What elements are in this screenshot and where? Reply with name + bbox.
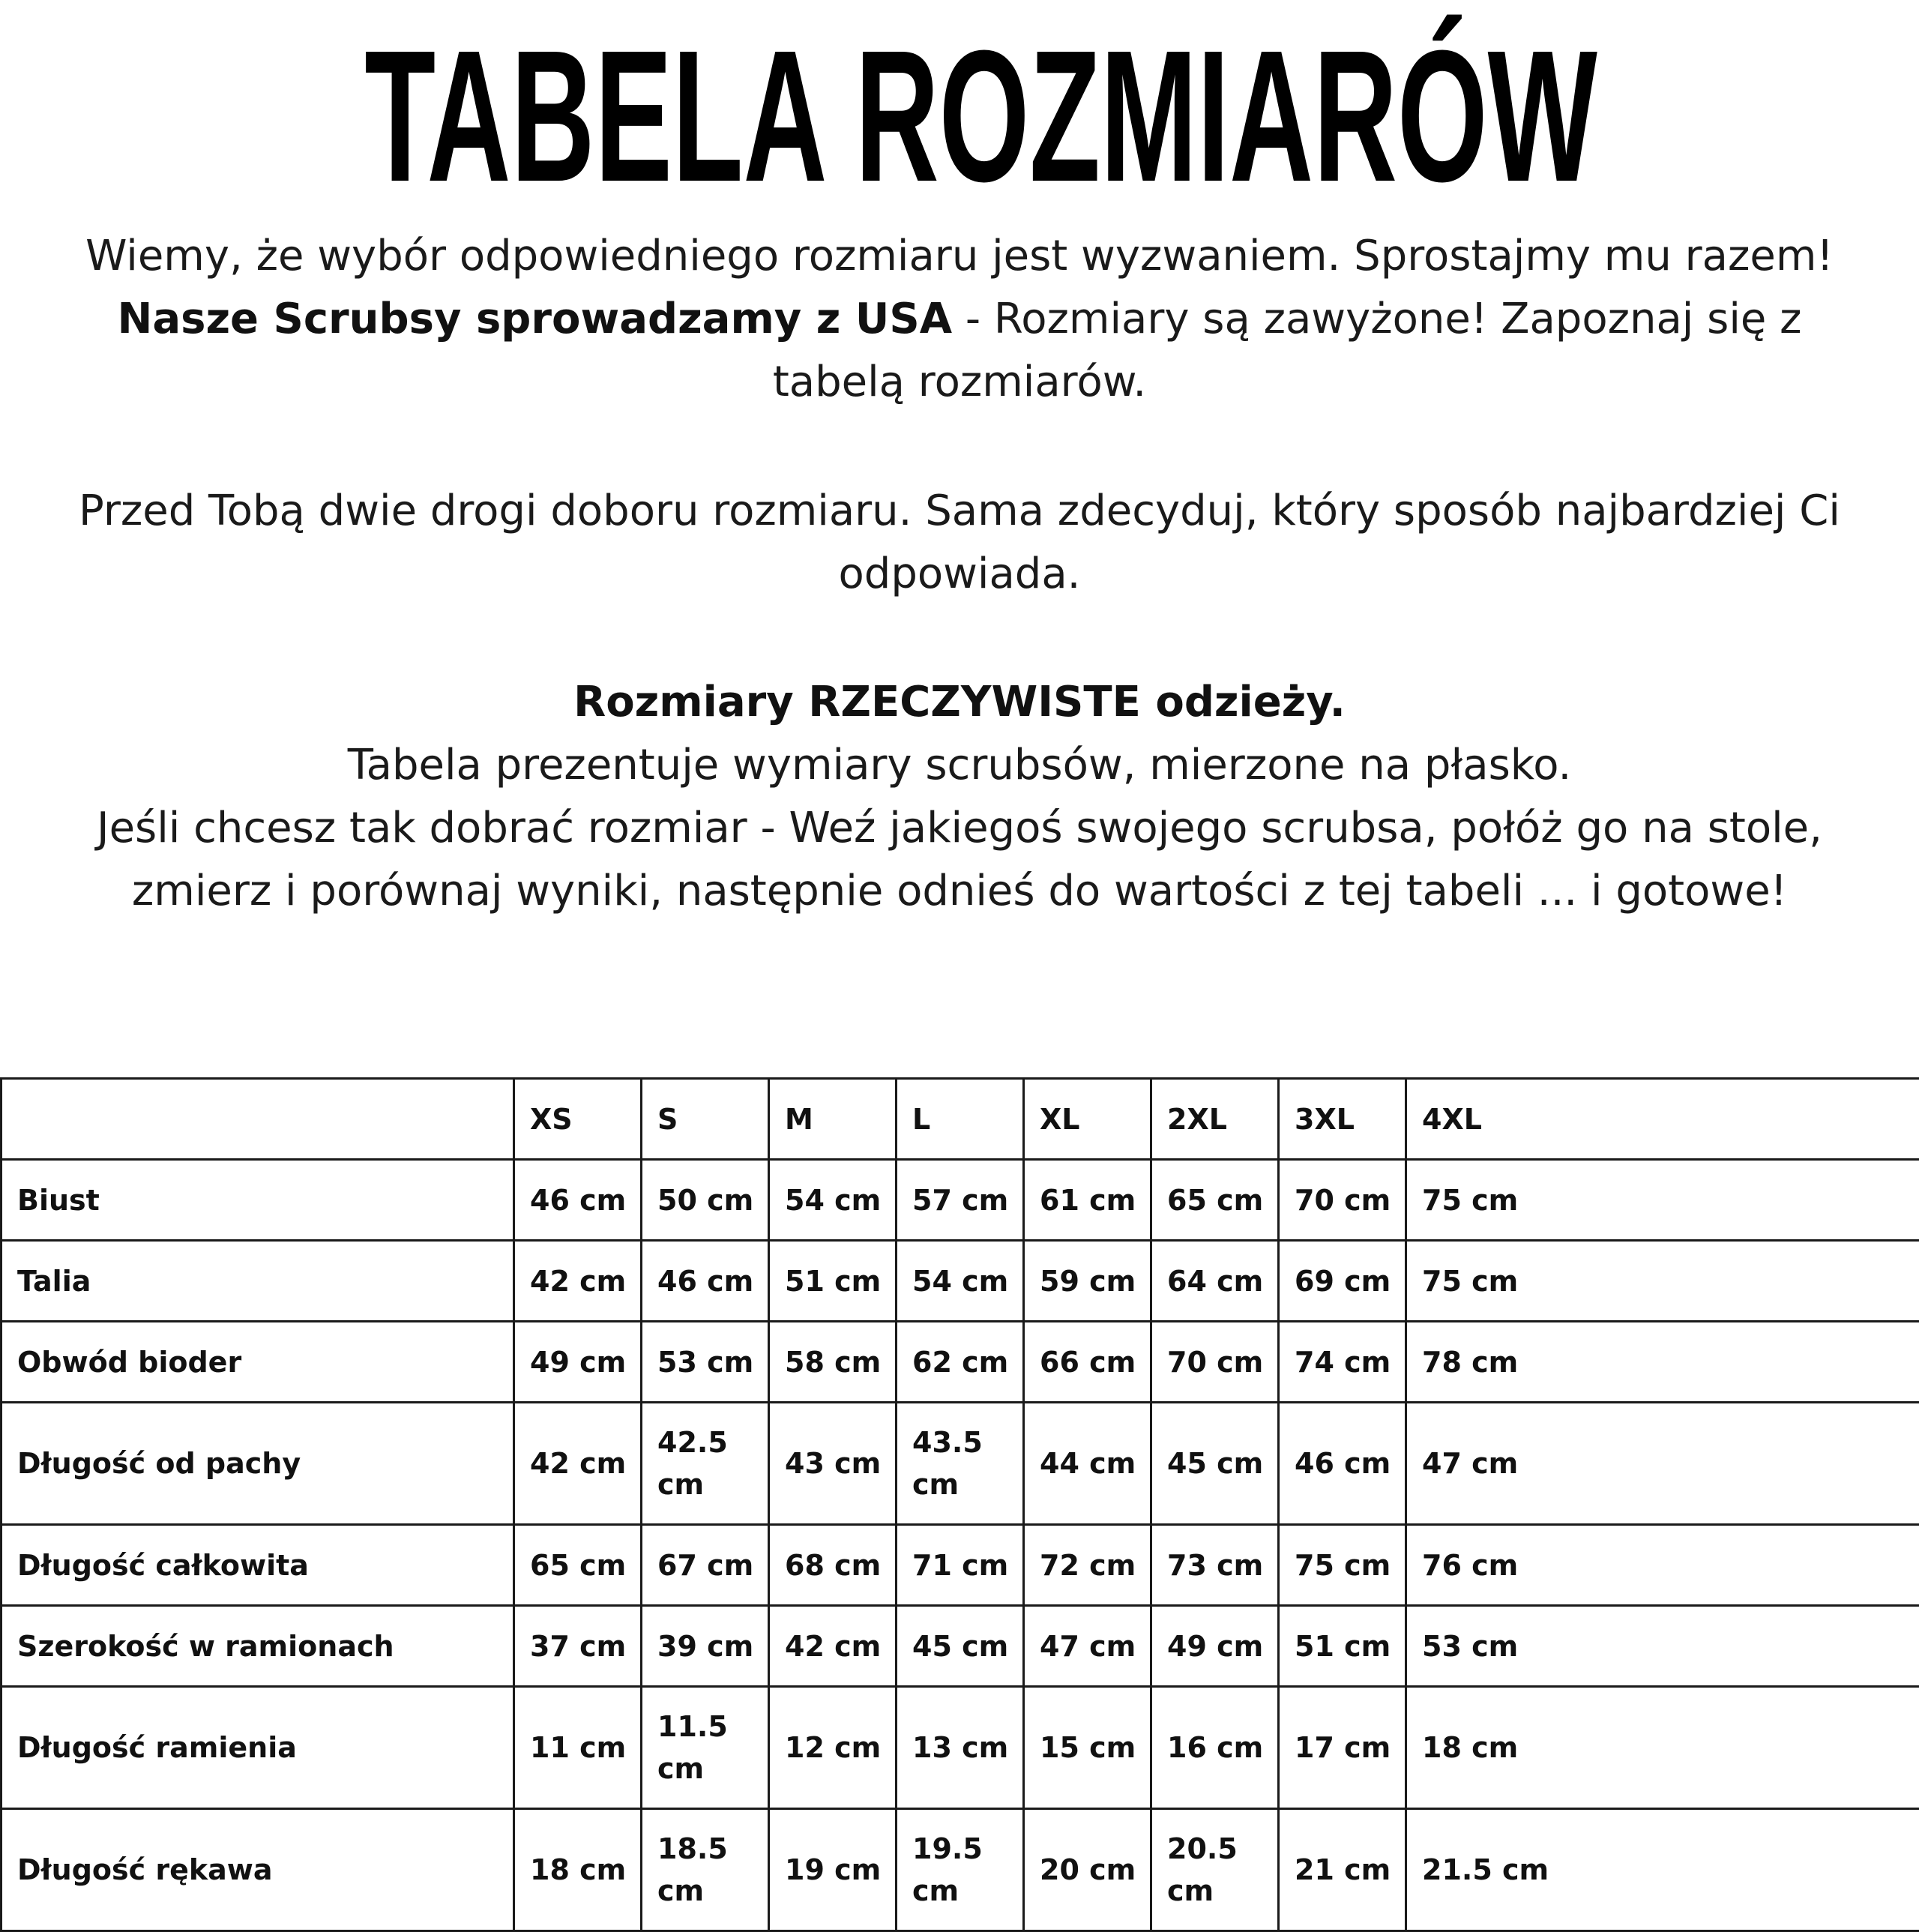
table-row [1,1687,1919,1809]
measurement-cell: 44 cm [1024,1403,1151,1525]
measurement-cell: 58 cm [769,1322,897,1403]
measurement-cell: 46 cm [1279,1403,1406,1525]
measurement-cell: 73 cm [1151,1525,1279,1606]
intro-line-4: Tabela prezentuje wymiary scrubsów, mierzone na płasko. [45,734,1874,797]
size-header: S [642,1079,769,1160]
measurement-cell: 64 cm [1151,1241,1279,1322]
table-row [1,1322,1919,1403]
measurement-cell: 21 cm [1279,1809,1406,1931]
measurement-cell: 20 cm [1024,1809,1151,1931]
measurement-cell: 13 cm [897,1687,1024,1809]
intro-line-2 [45,288,1874,414]
measurement-cell: 65 cm [1151,1160,1279,1241]
intro-line-2-rest: - Rozmiary są zawyżone! Zapoznaj się z tabelą rozmiarów. [773,295,1802,406]
measurement-cell: 17 cm [1279,1687,1406,1809]
measurement-cell: 45 cm [1151,1403,1279,1525]
measurement-cell: 47 cm [1024,1606,1151,1687]
measurement-cell: 49 cm [1151,1606,1279,1687]
measurement-cell: 67 cm [642,1525,769,1606]
measurement-cell: 75 cm [1406,1160,1919,1241]
measurement-cell: 42 cm [514,1403,642,1525]
table-row [1,1241,1919,1322]
size-header: M [769,1079,897,1160]
measurement-cell: 72 cm [1024,1525,1151,1606]
page-title: TABELA ROZMIARÓW [364,22,1554,210]
intro-line-3: Przed Tobą dwie drogi doboru rozmiaru. Sama zdecyduj, który sposób najbardziej Ci odpowiada. [45,480,1874,606]
measurement-cell: 62 cm [897,1322,1024,1403]
measurement-cell: 68 cm [769,1525,897,1606]
size-header: L [897,1079,1024,1160]
size-header: XL [1024,1079,1151,1160]
size-header: XS [514,1079,642,1160]
table-corner-cell [1,1079,514,1160]
measurement-cell: 74 cm [1279,1322,1406,1403]
measurement-cell: 46 cm [642,1241,769,1322]
measurement-cell: 54 cm [769,1160,897,1241]
measurement-cell: 18.5 cm [642,1809,769,1931]
measurement-cell: 15 cm [1024,1687,1151,1809]
measurement-cell: 65 cm [514,1525,642,1606]
measurement-cell: 45 cm [897,1606,1024,1687]
measurement-cell: 66 cm [1024,1322,1151,1403]
measurement-cell: 57 cm [897,1160,1024,1241]
intro-paragraph [45,225,1874,414]
intro-line-5: Jeśli chcesz tak dobrać rozmiar - Weź jakiegoś swojego scrubsa, połóż go na stole, zmierz i porównaj wyniki, następnie odnieś do wartości z tej tabeli ... i gotowe! [45,797,1874,923]
measurement-cell: 20.5 cm [1151,1809,1279,1931]
measurement-cell: 18 cm [1406,1687,1919,1809]
measurement-cell: 43.5 cm [897,1403,1024,1525]
intro-bold-phrase: Nasze Scrubsy sprowadzamy z USA [117,295,952,343]
measurement-cell: 46 cm [514,1160,642,1241]
measurement-cell: 76 cm [1406,1525,1919,1606]
measurement-cell: 39 cm [642,1606,769,1687]
measurement-cell: 21.5 cm [1406,1809,1919,1931]
measurement-cell: 78 cm [1406,1322,1919,1403]
measurement-cell: 61 cm [1024,1160,1151,1241]
measurement-cell: 53 cm [642,1322,769,1403]
row-label: Długość całkowita [1,1525,514,1606]
row-label: Długość ramienia [1,1687,514,1809]
measurement-cell: 51 cm [1279,1606,1406,1687]
measurement-cell: 47 cm [1406,1403,1919,1525]
table-row [1,1403,1919,1525]
table-row [1,1525,1919,1606]
size-header: 4XL [1406,1079,1919,1160]
table-row [1,1160,1919,1241]
measurement-cell: 11 cm [514,1687,642,1809]
measurement-cell: 19.5 cm [897,1809,1024,1931]
row-label: Szerokość w ramionach [1,1606,514,1687]
size-header: 3XL [1279,1079,1406,1160]
row-label: Talia [1,1241,514,1322]
measurement-cell: 19 cm [769,1809,897,1931]
measurement-cell: 49 cm [514,1322,642,1403]
real-sizes-section [45,671,1874,923]
measurement-cell: 50 cm [642,1160,769,1241]
table-row [1,1606,1919,1687]
measurement-cell: 51 cm [769,1241,897,1322]
row-label: Biust [1,1160,514,1241]
size-table [0,1077,1919,1932]
measurement-cell: 54 cm [897,1241,1024,1322]
measurement-cell: 75 cm [1279,1525,1406,1606]
options-paragraph [45,480,1874,606]
intro-line-1: Wiemy, że wybór odpowiedniego rozmiaru jest wyzwaniem. Sprostajmy mu razem! [45,225,1874,288]
size-header: 2XL [1151,1079,1279,1160]
measurement-cell: 42.5 cm [642,1403,769,1525]
row-label: Obwód bioder [1,1322,514,1403]
measurement-cell: 53 cm [1406,1606,1919,1687]
measurement-cell: 69 cm [1279,1241,1406,1322]
measurement-cell: 70 cm [1151,1322,1279,1403]
table-row [1,1809,1919,1931]
measurement-cell: 11.5 cm [642,1687,769,1809]
table-header-row [1,1079,1919,1160]
measurement-cell: 70 cm [1279,1160,1406,1241]
row-label: Długość rękawa [1,1809,514,1931]
row-label: Długość od pachy [1,1403,514,1525]
measurement-cell: 18 cm [514,1809,642,1931]
measurement-cell: 42 cm [514,1241,642,1322]
measurement-cell: 42 cm [769,1606,897,1687]
measurement-cell: 75 cm [1406,1241,1919,1322]
measurement-cell: 12 cm [769,1687,897,1809]
measurement-cell: 59 cm [1024,1241,1151,1322]
measurement-cell: 43 cm [769,1403,897,1525]
measurement-cell: 37 cm [514,1606,642,1687]
section-heading: Rozmiary RZECZYWISTE odzieży. [45,671,1874,734]
measurement-cell: 16 cm [1151,1687,1279,1809]
measurement-cell: 71 cm [897,1525,1024,1606]
